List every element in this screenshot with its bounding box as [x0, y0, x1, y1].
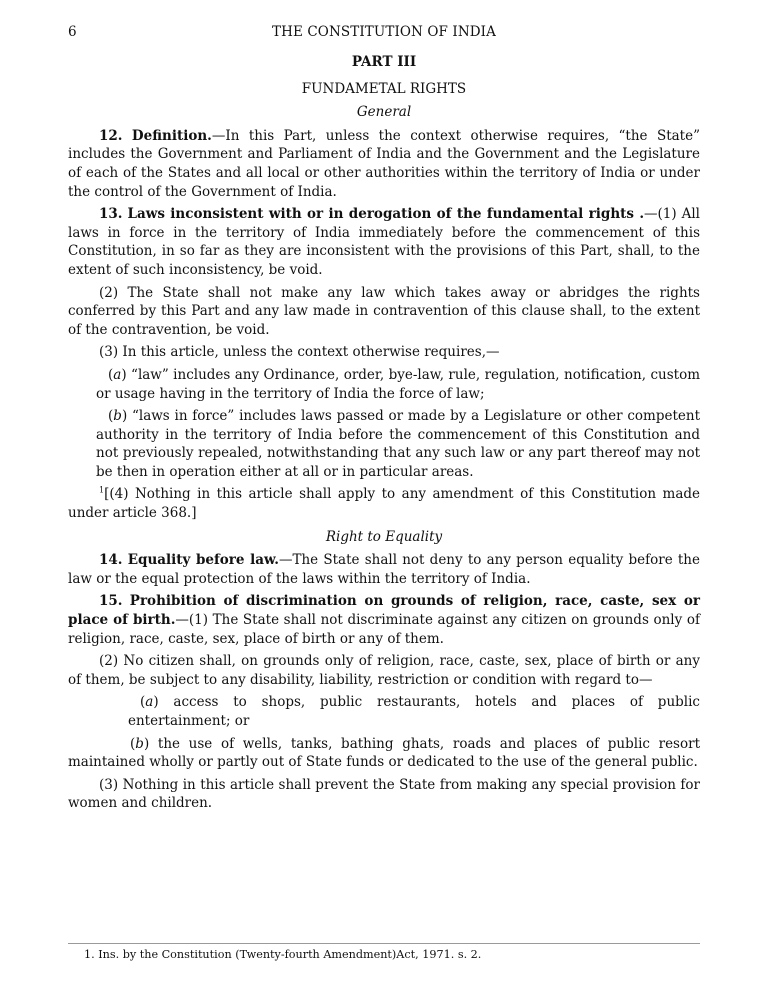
article-13-clause-4-text: [(4) Nothing in this article shall apply to any amendment of this Constitution made under article 368.] — [68, 486, 700, 522]
part-title: PART III — [351, 54, 417, 70]
article-15-heading: Prohibition of discrimination on grounds of religion, race, caste, sex or place of birth. — [68, 593, 700, 629]
article-15-sub-a-text: access to shops, public restaurants, hotels and places of public entertainment; or — [128, 694, 700, 729]
article-14-heading: Equality before law. — [127, 552, 279, 569]
article-13-sub-b-label: b — [113, 408, 122, 425]
article-15 — [68, 592, 700, 648]
article-13-sub-a-text: “law” includes any Ordinance, order, bye-law, rule, regulation, notification, custom or usage having in the territory of India the force of law; — [96, 366, 700, 402]
part-subtitle: FUNDAMETAL RIGHTS — [301, 80, 467, 97]
article-15-sub-b-label: b — [135, 735, 144, 752]
article-14-body: —The State shall not deny to any person equality before the law or the equal protection of the laws within the territory of India. — [68, 552, 700, 587]
article-15-sub-b: (b) the use of wells, tanks, bathing ghats, roads and places of public resort maintained wholly or partly out of State funds or dedicated to the use of the general public. — [68, 735, 700, 771]
article-15-clause-3: (3) Nothing in this article shall prevent the State from making any special provision for women and children. — [68, 776, 700, 812]
article-13-clause-1: —(1) All laws in force in the territory of India immediately before the commencement of this Constitution, in so far as they are inconsistent with the provisions of this Part, shall, to the extent of such inconsistency, be void. — [68, 206, 700, 278]
article-13-sub-a: (a) “law” includes any Ordinance, order, bye-law, rule, regulation, notification, custom or usage having in the territory of India the force of law; — [96, 366, 700, 402]
article-13-sub-b-text: “laws in force” includes laws passed or made by a Legislature or other competent authority in the territory of India before the commencement of this Constitution and not previously repealed, notwithstanding that any such law or any part thereof may not be then in operation either at all or in particular areas. — [96, 408, 700, 480]
footnote-marker: 1 — [99, 485, 105, 495]
article-12-heading: Definition. — [131, 127, 212, 144]
article-15-number: 15. — [99, 593, 123, 610]
running-title: THE CONSTITUTION OF INDIA — [272, 24, 496, 40]
article-13-sub-a-label: a — [113, 366, 122, 383]
article-12 — [68, 127, 700, 201]
article-12-number: 12. — [99, 127, 123, 144]
article-13-clause-2: (2) The State shall not make any law which takes away or abridges the rights conferred by this Part and any law made in contravention of this clause shall, to the extent of the contravention, be void. — [68, 284, 700, 338]
article-13 — [68, 205, 700, 279]
article-15-sub-b-text: the use of wells, tanks, bathing ghats, roads and places of public resort maintained wholly or partly out of State funds or dedicated to the use of the general public. — [68, 735, 700, 771]
page-body — [68, 22, 700, 817]
footnote: 1. Ins. by the Constitution (Twenty-fourth Amendment)Act, 1971. s. 2. — [84, 948, 482, 961]
article-15-sub-a-label: a — [145, 694, 154, 711]
article-15-sub-a: (a) access to shops, public restaurants, hotels and places of public entertainment; or — [128, 694, 700, 729]
article-14-number: 14. — [99, 552, 123, 569]
page-number: 6 — [68, 24, 77, 40]
section-heading-general: General — [356, 104, 412, 121]
running-header — [68, 22, 700, 42]
article-15-clause-2: (2) No citizen shall, on grounds only of religion, race, caste, sex, place of birth or any of them, be subject to any disability, liability, restriction or condition with regard to— — [68, 653, 700, 688]
footnote-divider — [68, 943, 700, 944]
article-12-body: —In this Part, unless the context otherwise requires, “the State” includes the Government and Parliament of India and the Government and the Legislature of each of the States and all local or other authorities within the territory of India or under the control of the Government of India. — [68, 127, 700, 200]
section-heading-equality: Right to Equality — [325, 528, 443, 545]
article-15-clause-1: —(1) The State shall not discriminate against any citizen on grounds only of religion, race, caste, sex, place of birth or any of them. — [68, 612, 700, 647]
article-14 — [68, 551, 700, 588]
article-13-number: 13. — [99, 206, 123, 223]
article-13-heading: Laws inconsistent with or in derogation of the fundamental rights . — [127, 206, 645, 223]
article-13-sub-b: (b) “laws in force” includes laws passed or made by a Legislature or other competent authority in the territory of India before the commencement of this Constitution and not previously repealed, notwithstanding that any such law or any part thereof may not be then in operation either at all or in particular areas. — [96, 408, 700, 480]
article-13-clause-3: (3) In this article, unless the context otherwise requires,— — [99, 344, 500, 361]
article-13-clause-4 — [68, 485, 700, 522]
